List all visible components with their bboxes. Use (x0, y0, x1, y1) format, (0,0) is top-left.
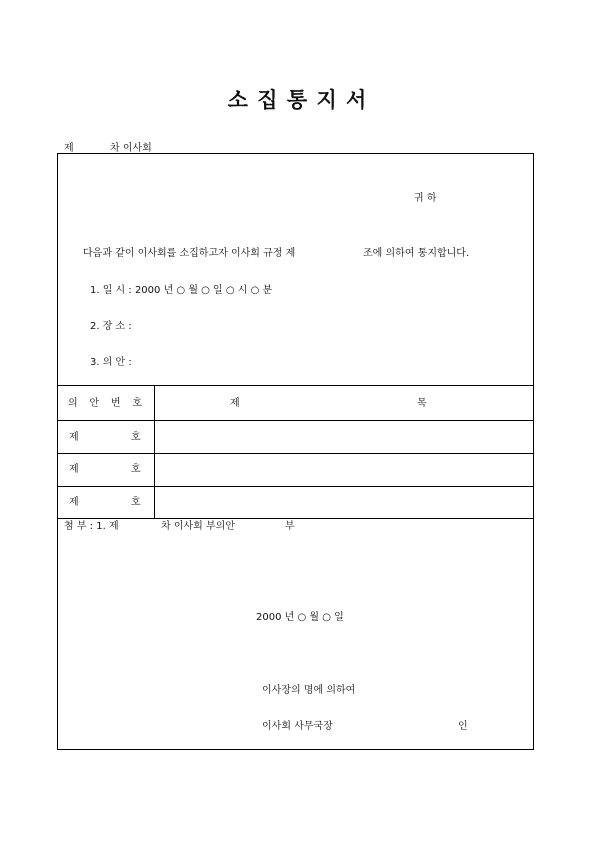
col-title-header-left: 제 (230, 398, 240, 409)
col-number-header-char: 번 (110, 398, 121, 409)
col-number-header-char: 의 (68, 398, 78, 409)
col-title-header-right: 목 (417, 398, 427, 409)
authority-line: 이사장의 명에 의하여 (262, 685, 356, 696)
table-row-suffix: 호 (131, 497, 141, 508)
attachment-middle: 차 이사회 부의안 (161, 521, 235, 532)
intro-text-part2: 조에 의하여 통지합니다. (363, 248, 470, 259)
col-number-header (68, 398, 142, 410)
table-column-divider (154, 385, 155, 518)
table-bottom-border (57, 518, 534, 519)
item-agenda: 3. 의 안 : (90, 357, 132, 368)
seal-mark: 인 (458, 721, 468, 732)
recipient-honorific: 귀 하 (414, 193, 437, 204)
table-row-prefix: 제 (69, 464, 79, 475)
col-number-header-char: 호 (132, 398, 142, 409)
table-top-border (57, 385, 534, 386)
session-prefix: 제 (64, 143, 74, 154)
item-place: 2. 장 소 : (90, 321, 132, 332)
table-row-suffix: 호 (131, 464, 141, 475)
table-header-divider (57, 420, 534, 421)
document-title: 소 집 통 지 서 (227, 88, 368, 112)
col-number-header-char: 안 (89, 398, 100, 409)
issue-date: 2000 년 ○ 월 ○ 일 (256, 612, 344, 623)
attachment-unit: 부 (285, 521, 295, 532)
table-row-prefix: 제 (69, 432, 79, 443)
table-row-suffix: 호 (131, 432, 141, 443)
table-row-divider (57, 486, 534, 487)
attachment-label: 첨 부 : 1. 제 (64, 521, 119, 532)
item-datetime: 1. 일 시 : 2000 년 ○ 월 ○ 일 ○ 시 ○ 분 (90, 285, 273, 296)
signer-title: 이사회 사무국장 (262, 721, 333, 732)
session-suffix: 차 이사회 (110, 143, 152, 154)
table-row-prefix: 제 (69, 497, 79, 508)
intro-text-part1: 다음과 같이 이사회를 소집하고자 이사회 규정 제 (83, 248, 296, 259)
table-row-divider (57, 453, 534, 454)
form-frame (57, 153, 534, 750)
